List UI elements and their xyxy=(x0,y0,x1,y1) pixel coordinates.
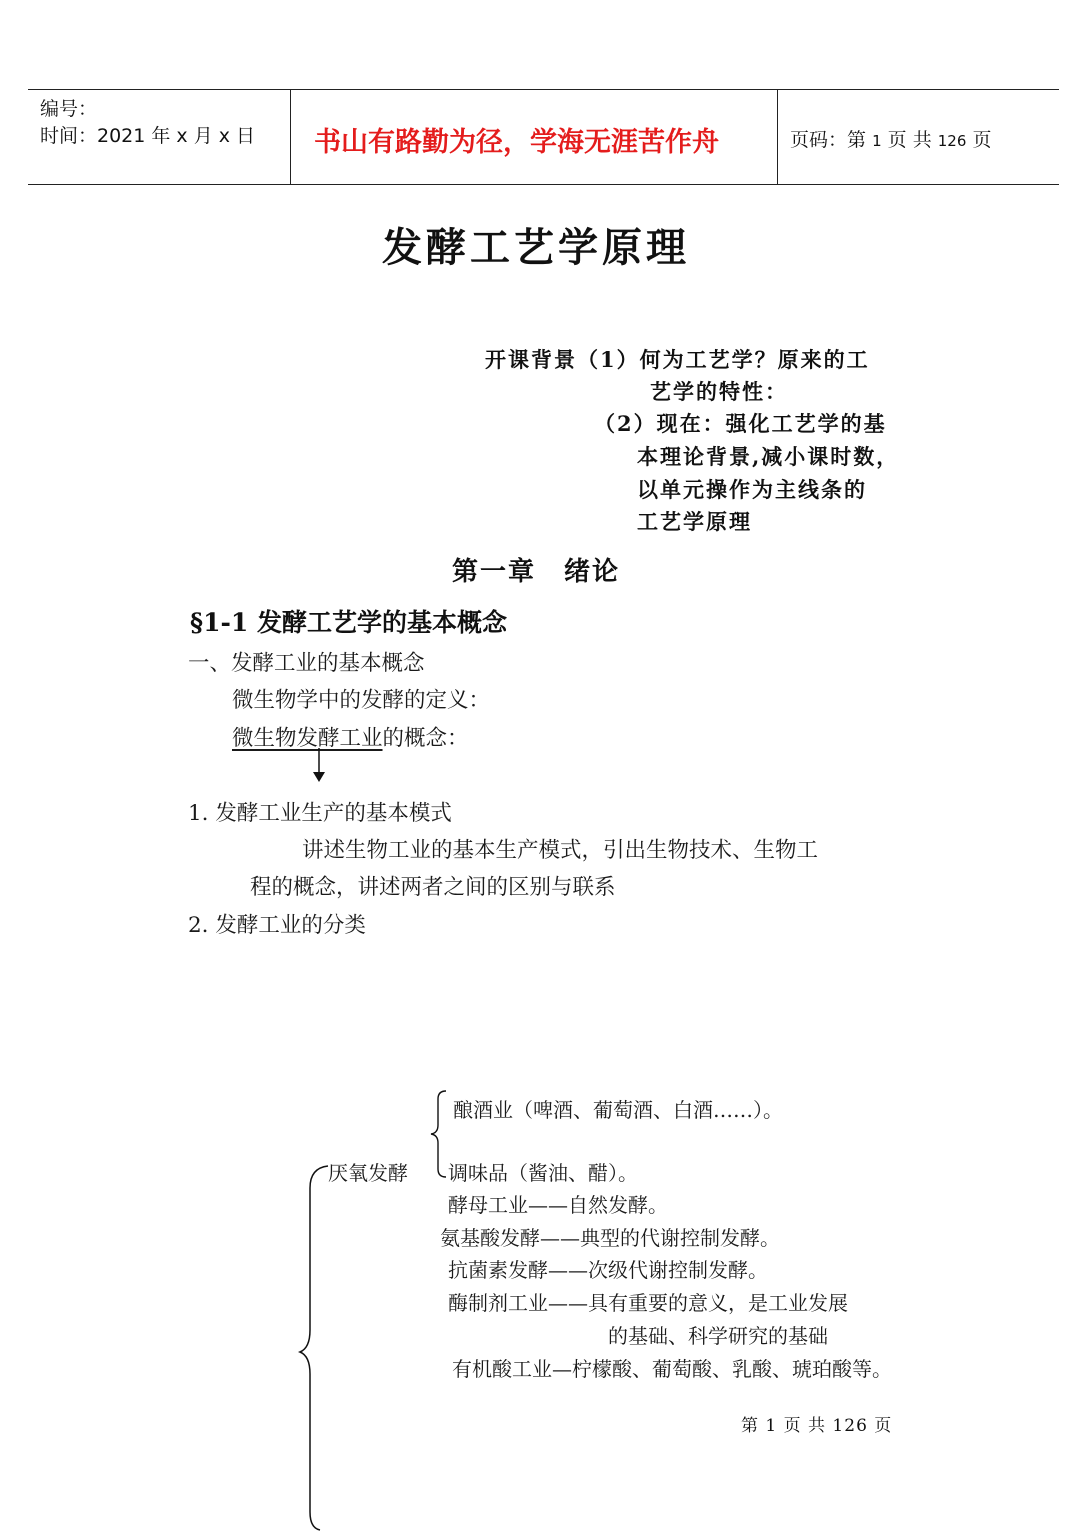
class-sub-brewing: 酿酒业（啤酒、葡萄酒、白酒……）。 xyxy=(453,1098,783,1122)
background-line-5: 以单元操作为主线条的 xyxy=(637,477,867,502)
definition-line-2 xyxy=(232,721,469,752)
paragraph-line-1: 讲述生物工业的基本生产模式，引出生物技术、生物工 xyxy=(302,838,819,863)
down-arrow-icon xyxy=(309,748,329,784)
definition-line-1: 微生物学中的发酵的定义： xyxy=(232,688,491,713)
header-divider xyxy=(290,90,291,184)
background-line-3: （2）现在：强化工艺学的基 xyxy=(594,411,887,436)
page-mid: 页 共 xyxy=(887,129,932,151)
header-divider xyxy=(777,90,778,184)
background-line-4: 本理论背景,减小课时数， xyxy=(637,444,900,469)
class-item-antibiotic: 抗菌素发酵——次级代谢控制发酵。 xyxy=(448,1258,768,1282)
paragraph-line-2: 程的概念，讲述两者之间的区别与联系 xyxy=(250,875,616,900)
doc-number-label: 编号： xyxy=(40,98,98,120)
background-line-6: 工艺学原理 xyxy=(637,509,752,534)
class-item-enzyme-cont: 的基础、科学研究的基础 xyxy=(608,1324,828,1348)
class-sub-seasoning: 调味品（酱油、醋）。 xyxy=(448,1161,638,1185)
subheading-basic-concept: 一、发酵工业的基本概念 xyxy=(188,651,425,676)
class-item-enzyme: 酶制剂工业——具有重要的意义，是工业发展 xyxy=(448,1291,848,1315)
header-motto: 书山有路勤为径，学海无涯苦作舟 xyxy=(314,127,719,158)
small-left-brace-icon xyxy=(428,1089,450,1181)
page-current: 1 xyxy=(872,132,882,150)
definition-tail: 的概念： xyxy=(382,726,469,751)
background-line-2: 艺学的特性： xyxy=(650,379,788,404)
list-item-2: 2. 发酵工业的分类 xyxy=(188,913,366,938)
class-item-organic-acid: 有机酸工业—柠檬酸、葡萄酸、乳酸、琥珀酸等。 xyxy=(452,1357,892,1381)
page-prefix: 页码：第 xyxy=(790,129,867,151)
chapter-heading: 第一章 绪论 xyxy=(452,557,621,587)
class-anaerobic-label: 厌氧发酵 xyxy=(328,1161,408,1185)
background-line-1: 开课背景（1）何为工艺学？原来的工 xyxy=(485,347,870,372)
underlined-term: 微生物发酵工业 xyxy=(232,726,383,751)
page-suffix: 页 xyxy=(972,129,992,151)
page-footer: 第 1 页 共 126 页 xyxy=(741,1416,893,1436)
list-item-1: 1. 发酵工业生产的基本模式 xyxy=(188,801,452,826)
page-indicator xyxy=(790,125,991,152)
large-left-brace-icon xyxy=(296,1162,332,1534)
document-title: 发酵工艺学原理 xyxy=(382,224,690,271)
doc-time-label: 时间：2021 年 x 月 x 日 xyxy=(40,125,256,147)
page-total: 126 xyxy=(937,132,967,150)
section-heading: §1-1 发酵工艺学的基本概念 xyxy=(190,608,507,637)
class-item-amino-acid: 氨基酸发酵——典型的代谢控制发酵。 xyxy=(440,1226,780,1250)
class-item-yeast: 酵母工业——自然发酵。 xyxy=(448,1193,668,1217)
